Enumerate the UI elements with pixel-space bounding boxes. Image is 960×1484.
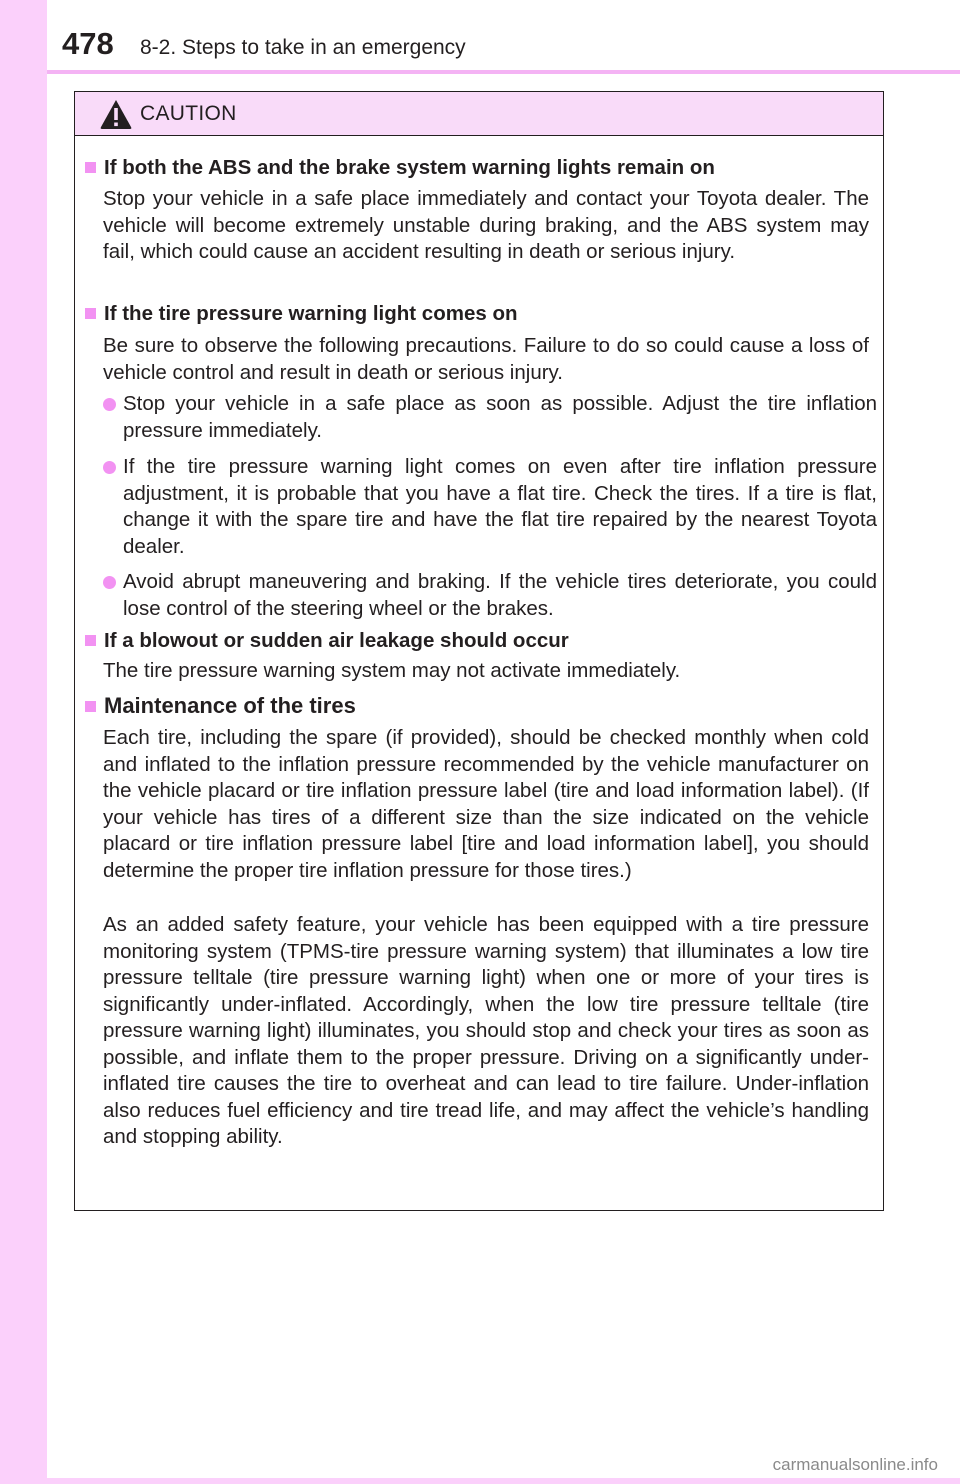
paragraph: Be sure to observe the following precautions. Failure to do so could cause a loss of vehicle control and result in death or serious injury. xyxy=(103,334,869,384)
bottom-margin-band xyxy=(0,1478,960,1484)
paragraph: Each tire, including the spare (if provided), should be checked monthly when cold and inflated to the inflation pressure recommended by the vehicle manufacturer on the vehicle placard or tire inflation pressure label (tire and load information label). (If your vehicle has tires of a different size than the size indicated on the vehicle placard or tire inflation pressure label [tire and load information label], you should determine the proper tire inflation pressure for those tires.) xyxy=(103,726,869,882)
square-bullet-icon xyxy=(85,162,96,173)
section-heading: If the tire pressure warning light comes on xyxy=(85,302,518,326)
paragraph: As an added safety feature, your vehicle has been equipped with a tire pressure monitoring system (TPMS-tire pressure warning system) that illuminates a low tire pressure telltale (tire pressure warning light) when one or more of your tires is significantly under-inflated. Accordingly, when the low tire pressure telltale (tire pressure warning light) illuminates, you should stop and check your tires as soon as possible, and inflate them to the proper pressure. Driving on a significantly under-inflated tire causes the tire to overheat and can lead to tire failure. Under-inflation also reduces fuel efficiency and tire tread life, and may affect the vehicle’s handling and stopping ability. xyxy=(103,913,869,1148)
bullet-item: Avoid abrupt maneuvering and braking. If the vehicle tires deteriorate, you could lose control of the steering wheel or the brakes. xyxy=(103,569,877,622)
square-bullet-icon xyxy=(85,701,96,712)
dot-bullet-icon xyxy=(103,576,116,589)
left-margin-band xyxy=(0,0,47,1484)
section-heading: If both the ABS and the brake system warning lights remain on xyxy=(85,156,715,180)
section-title: 8-2. Steps to take in an emergency xyxy=(140,36,466,59)
paragraph: Stop your vehicle in a safe place immediately and contact your Toyota dealer. The vehicle will become extremely unstable during braking, and the ABS system may fail, which could cause an accident resulting in death or serious injury. xyxy=(103,187,869,263)
caution-box xyxy=(74,91,884,1211)
section-heading: Maintenance of the tires xyxy=(85,693,356,719)
watermark: carmanualsonline.info xyxy=(772,1455,938,1474)
bullet-item: Stop your vehicle in a safe place as soon as possible. Adjust the tire inflation pressure immediately. xyxy=(103,391,877,444)
page-number: 478 xyxy=(62,26,114,61)
section-heading: If a blowout or sudden air leakage should occur xyxy=(85,629,569,653)
caution-header xyxy=(75,92,883,136)
header-divider xyxy=(47,70,960,74)
bullet-item: If the tire pressure warning light comes on even after tire inflation pressure adjustment, it is probable that you have a flat tire. Check the tires. If a tire is flat, change it with the spare tire and have the flat tire repaired by the nearest Toyota dealer. xyxy=(103,454,877,560)
square-bullet-icon xyxy=(85,635,96,646)
square-bullet-icon xyxy=(85,308,96,319)
dot-bullet-icon xyxy=(103,398,116,411)
caution-label: CAUTION xyxy=(140,102,237,125)
paragraph: The tire pressure warning system may not activate immediately. xyxy=(103,659,681,682)
warning-triangle-icon xyxy=(99,98,133,130)
dot-bullet-icon xyxy=(103,461,116,474)
